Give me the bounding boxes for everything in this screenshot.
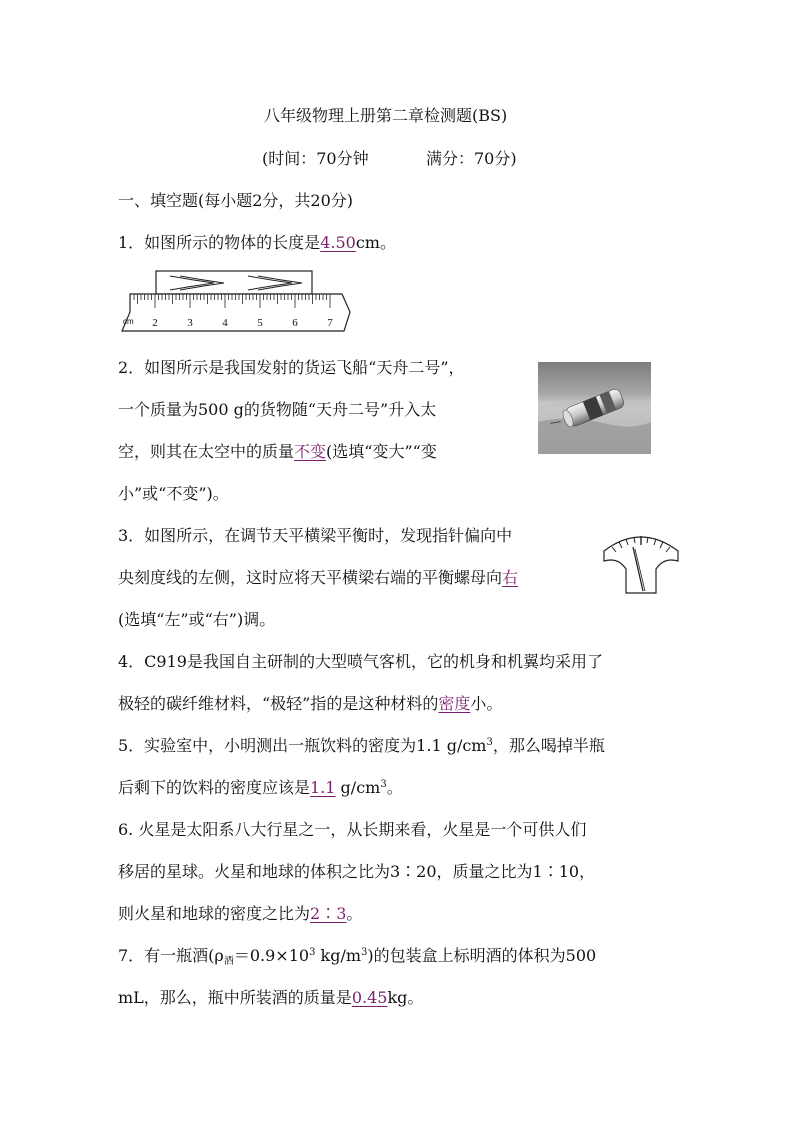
- balance-dial-figure: [598, 527, 684, 595]
- question-4-line1: 4．C919是我国自主研制的大型喷气客机，它的机身和机翼均采用了: [118, 652, 603, 671]
- score-label: 满分：70分): [426, 149, 517, 168]
- q7-text-d: )的包装盒上标明酒的体积为500: [367, 946, 597, 965]
- question-2-line4: 小”或“不变”)。: [118, 484, 229, 503]
- q4-answer: 密度: [438, 694, 471, 713]
- q1-text: 1．如图所示的物体的长度是: [118, 233, 321, 252]
- section-heading: 一、填空题(每小题2分，共20分): [118, 191, 354, 210]
- page-title: 八年级物理上册第二章检测题(BS): [264, 106, 508, 125]
- q3-answer: 右: [502, 568, 519, 587]
- ruler-tick-label: 6: [292, 317, 298, 329]
- q7-text-c: kg/m: [315, 946, 362, 965]
- question-5-line2: [118, 778, 403, 798]
- q7-text-b: ＝0.9×10: [233, 946, 310, 965]
- ruler-figure: [120, 268, 355, 338]
- ruler-unit-label: cm: [123, 317, 134, 326]
- ruler-tick-label: 2: [152, 317, 158, 329]
- ruler-tick-label: 5: [257, 317, 263, 329]
- ruler-tick-label: 7: [327, 317, 333, 329]
- q1-answer: 4.50: [320, 233, 356, 252]
- q5-text-end: ，那么喝掉半瓶: [492, 736, 605, 755]
- question-2-line2: 一个质量为500 g的货物随“天舟二号”升入太: [118, 400, 437, 419]
- q5-sup: 3: [486, 737, 493, 748]
- q7-text-a: 7．有一瓶酒(ρ: [118, 946, 224, 965]
- question-3-line3: (选填“左”或“右”)调。: [118, 610, 276, 629]
- question-7-line2: [118, 988, 423, 1008]
- q5-end: 。: [386, 778, 403, 797]
- q7-sup2: 3: [361, 947, 368, 958]
- q4-text: 极轻的碳纤维材料，“极轻”指的是这种材料的: [118, 694, 439, 713]
- question-7-line1: [118, 946, 596, 966]
- q6-end: 。: [346, 904, 363, 923]
- question-6-line1: 6. 火星是太阳系八大行星之一，从长期来看，火星是一个可供人们: [118, 820, 587, 839]
- question-2-line3: [118, 442, 437, 462]
- q7-sub: 酒: [223, 956, 234, 967]
- question-5-line1: [118, 736, 605, 756]
- ruler-tick-label: 4: [222, 317, 228, 329]
- question-2-line1: 2．如图所示是我国发射的货运飞船“天舟二号”，: [118, 358, 465, 377]
- q7-answer: 0.45: [351, 988, 388, 1007]
- q5-text: 5．实验室中，小明测出一瓶饮料的密度为1.1 g/cm: [118, 736, 487, 755]
- question-3-line1: 3．如图所示，在调节天平横梁平衡时，发现指针偏向中: [118, 526, 513, 545]
- q2-answer: 不变: [294, 442, 327, 461]
- spacecraft-image: [538, 362, 651, 454]
- question-4-line2: [118, 694, 502, 714]
- q6-text: 则火星和地球的密度之比为: [118, 904, 311, 923]
- question-3-line2: [118, 568, 518, 588]
- q2-options: (选填“变大”“变: [326, 442, 437, 461]
- q5-unit-sup: 3: [380, 779, 387, 790]
- q3-text: 央刻度线的左侧，这时应将天平横梁右端的平衡螺母向: [118, 568, 503, 587]
- question-6-line2: 移居的星球。火星和地球的体积之比为3∶20，质量之比为1∶10，: [118, 862, 596, 881]
- q1-unit: cm。: [355, 233, 396, 252]
- q4-end: 小。: [470, 694, 503, 713]
- q2-text: 空，则其在太空中的质量: [118, 442, 295, 461]
- question-1: [118, 233, 396, 253]
- q6-answer: 2∶3: [310, 904, 347, 923]
- q7-end: kg。: [387, 988, 424, 1007]
- question-6-line3: [118, 904, 362, 924]
- time-label: (时间：70分钟: [262, 149, 369, 168]
- q7-line2-text: mL，那么，瓶中所装酒的质量是: [118, 988, 352, 1007]
- q5-line2-text: 后剩下的饮料的密度应该是: [118, 778, 311, 797]
- q5-answer: 1.1: [310, 778, 336, 797]
- q7-sup1: 3: [309, 947, 316, 958]
- ruler-tick-label: 3: [187, 317, 193, 329]
- q5-unit: g/cm: [335, 778, 381, 797]
